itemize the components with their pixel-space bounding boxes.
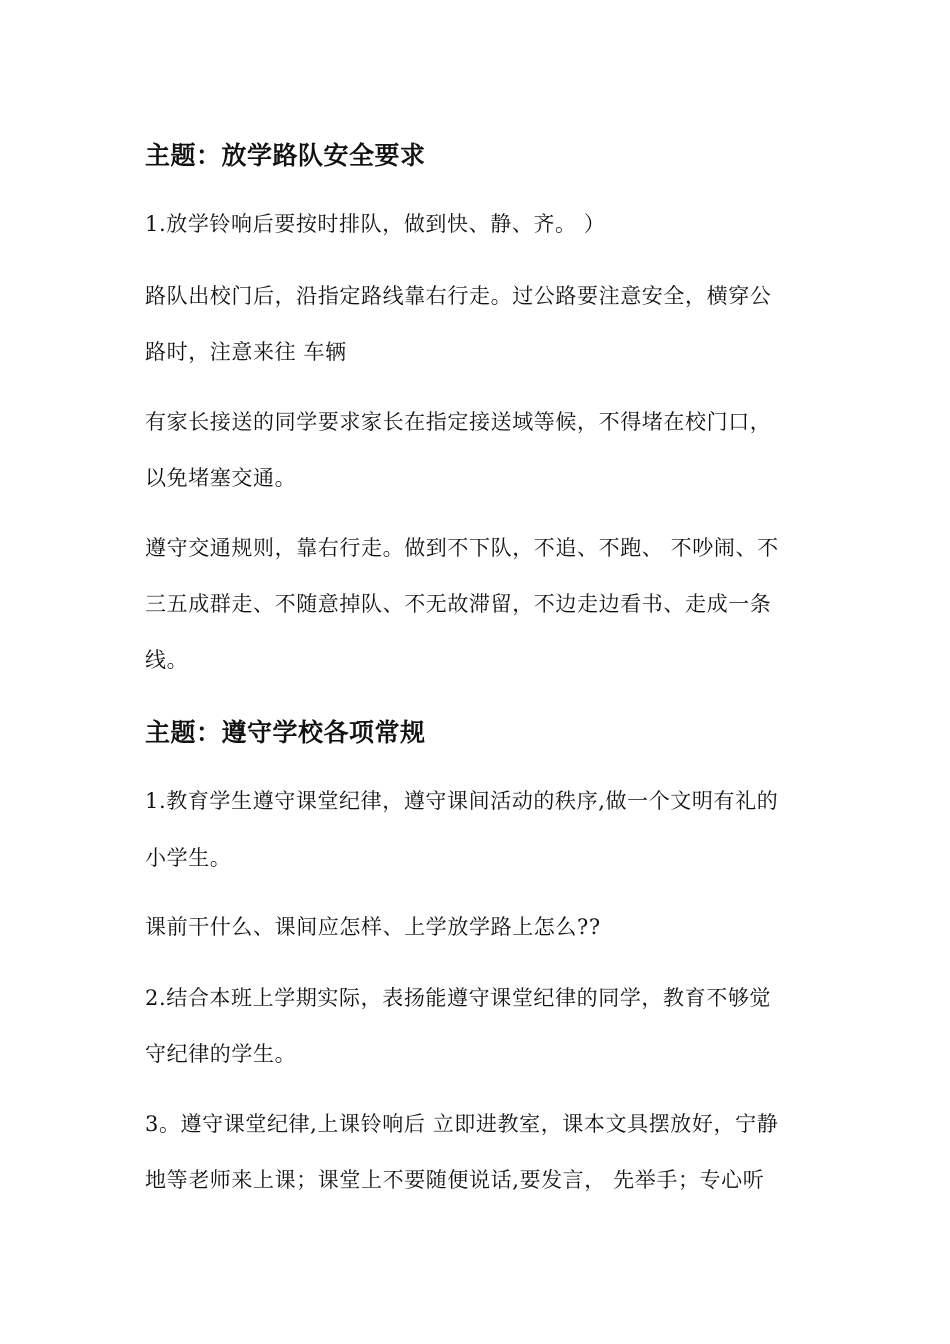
paragraph-line: 守纪律的学生。 xyxy=(145,1042,297,1066)
paragraph-line: 线。 xyxy=(145,648,189,672)
paragraph-line: 地等老师来上课；课堂上不要随便说话,要发言， 先举手；专心听 xyxy=(145,1168,765,1192)
paragraph-line: 路队出校门后，沿指定路线靠右行走。过公路要注意安全，横穿公 xyxy=(145,284,772,308)
paragraph-line: 有家长接送的同学要求家长在指定接送域等候，不得堵在校门口， xyxy=(145,410,772,434)
paragraph-line: 1.放学铃响后要按时排队，做到快、静、齐。 ） xyxy=(145,212,606,236)
paragraph-line: 以免堵塞交通。 xyxy=(145,466,297,490)
paragraph-line: 小学生。 xyxy=(145,846,232,870)
paragraph-line: 遵守交通规则，靠右行走。做到不下队，不追、不跑、 不吵闹、不 xyxy=(145,536,779,560)
section-heading-dismissal-safety: 主题：放学路队安全要求 xyxy=(145,141,426,170)
paragraph-line: 2.结合本班上学期实际，表扬能遵守课堂纪律的同学，教育不够觉 xyxy=(145,986,772,1010)
paragraph-line: 三五成群走、不随意掉队、不无故滞留，不边走边看书、走成一条 xyxy=(145,592,772,616)
paragraph-line: 课前干什么、课间应怎样、上学放学路上怎么?? xyxy=(145,915,601,939)
paragraph-line: 路时，注意来往 车辆 xyxy=(145,340,347,364)
section-heading-school-rules: 主题：遵守学校各项常规 xyxy=(145,718,426,747)
paragraph-line: 3。遵守课堂纪律,上课铃响后 立即进教室，课本文具摆放好，宁静 xyxy=(145,1112,779,1136)
paragraph-line: 1.教育学生遵守课堂纪律，遵守课间活动的秩序,做一个文明有礼的 xyxy=(145,789,779,813)
